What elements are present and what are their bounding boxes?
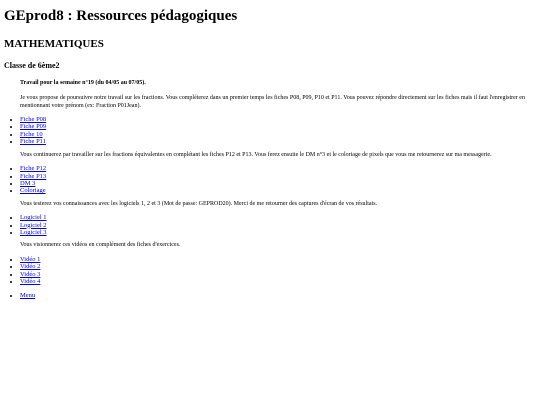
list-item: [20, 292, 535, 299]
link-video-3[interactable]: Vidéo 3: [20, 270, 41, 278]
list-item: [20, 131, 535, 138]
section-4-links: [4, 256, 535, 286]
assignment-content: [4, 79, 535, 110]
section-4-text: Vous visionnerez ces vidéos en complément des fiches d'exercices.: [20, 242, 181, 249]
site-title: GEprod8 : Ressources pédagogiques: [4, 8, 238, 24]
footer-links: [4, 292, 535, 299]
link-logiciel-3[interactable]: Logiciel 3: [20, 229, 47, 237]
section-3-text: Vous testerez vos connaissances avec les logiciels 1, 2 et 3 (Mot de passe: GEPROD20). Merci de me retourner des captures d'écran de vos résultats.: [20, 200, 378, 207]
section-2-links: [4, 165, 535, 195]
list-item: [20, 173, 535, 180]
section-3-links: [4, 214, 535, 236]
list-item: [20, 123, 535, 130]
list-item: [20, 165, 535, 172]
section-1-links: [4, 116, 535, 146]
list-item: [20, 278, 535, 285]
section-4: [4, 242, 535, 250]
subject-heading: MATHEMATIQUES: [4, 38, 104, 50]
list-item: [20, 256, 535, 263]
link-fiche-p12[interactable]: Fiche P12: [20, 165, 47, 173]
link-video-2[interactable]: Vidéo 2: [20, 263, 41, 271]
class-heading: Classe de 6ème2: [4, 61, 60, 70]
section-2-text: Vous continuerez par travailler sur les fractions équivalentes en complétant les fiches P12 et P13. Vous ferez ensuite le DM n°3 et le coloriage de pixels que vous me retournerez sur ma messagerie.: [20, 151, 492, 158]
list-item: [20, 271, 535, 278]
list-item: [20, 222, 535, 229]
section-1-text: Je vous propose de poursuivre notre travail sur les fractions. Vous compléterez dans un premier temps les fiches P08, P09, P10 et P11. Vous pouvez répondre directement sur les fiches mais il faut l'enregistrer en mentionnant votre prénom (ex: Fraction P01Jean).: [20, 95, 525, 109]
link-dm-3[interactable]: DM 3: [20, 179, 36, 187]
link-fiche-p11[interactable]: Fiche P11: [20, 138, 46, 146]
link-coloriage[interactable]: Coloriage: [20, 187, 46, 195]
link-menu[interactable]: Menu: [20, 291, 36, 299]
link-fiche-p09[interactable]: Fiche P09: [20, 123, 47, 131]
list-item: [20, 138, 535, 145]
list-item: [20, 180, 535, 187]
week-title: Travail pour la semaine n°19 (du 04/05 au 07/05).: [20, 80, 146, 86]
section-3: [4, 201, 535, 209]
list-item: [20, 263, 535, 270]
link-fiche-10[interactable]: Fiche 10: [20, 130, 43, 138]
list-item: [20, 229, 535, 236]
link-video-4[interactable]: Vidéo 4: [20, 278, 41, 286]
list-item: [20, 187, 535, 194]
section-2: [4, 152, 535, 160]
link-logiciel-2[interactable]: Logiciel 2: [20, 221, 47, 229]
link-fiche-p13[interactable]: Fiche P13: [20, 172, 47, 180]
link-video-1[interactable]: Vidéo 1: [20, 255, 41, 263]
link-logiciel-1[interactable]: Logiciel 1: [20, 214, 47, 222]
link-fiche-p08[interactable]: Fiche P08: [20, 116, 47, 123]
list-item: [20, 214, 535, 221]
list-item: [20, 116, 535, 123]
